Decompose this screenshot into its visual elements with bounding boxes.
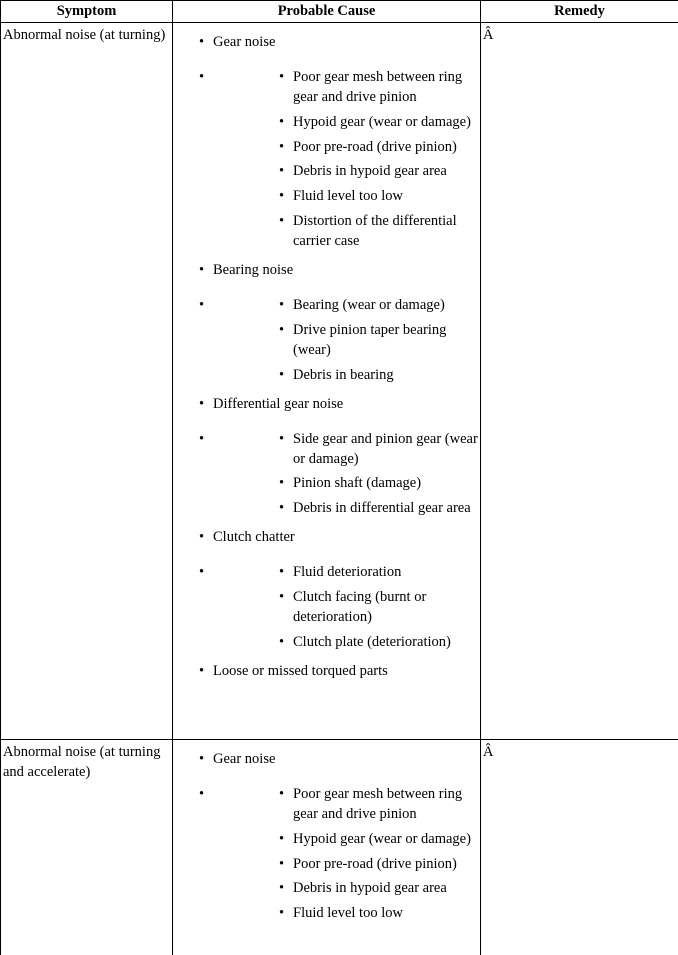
cause-sublist	[173, 562, 480, 652]
cause-list	[173, 749, 480, 923]
remedy-cell: Â	[481, 23, 678, 740]
cause-item: • Poor pre-road (drive pinion)	[213, 137, 480, 157]
cause-item: • • Poor gear mesh between ring gear and drive pinion	[213, 784, 480, 824]
cause-group-title: • Clutch chatter	[173, 527, 480, 547]
probable-cause-cell	[173, 23, 481, 740]
header-row	[1, 1, 678, 23]
table-row	[1, 23, 678, 740]
cause-item: • Distortion of the differential carrier case	[213, 211, 480, 251]
remedy-cell: Â	[481, 740, 678, 955]
cause-item: • Drive pinion taper bearing (wear)	[213, 320, 480, 360]
cause-list	[173, 32, 480, 681]
cause-group-title: • Differential gear noise	[173, 394, 480, 414]
header-probable-cause: Probable Cause	[173, 1, 481, 23]
cause-item: • • Side gear and pinion gear (wear or damage)	[213, 429, 480, 469]
cause-sublist	[173, 295, 480, 385]
cause-item: • Debris in differential gear area	[213, 498, 480, 518]
cause-group-title: • Loose or missed torqued parts	[173, 661, 480, 681]
cause-sublist	[173, 67, 480, 251]
cause-group-title: • Gear noise	[173, 749, 480, 769]
cause-sublist	[173, 784, 480, 923]
cause-item: • Clutch plate (deterioration)	[213, 632, 480, 652]
cause-item: • Debris in hypoid gear area	[213, 878, 480, 898]
header-symptom: Symptom	[1, 1, 173, 23]
cause-item: • Hypoid gear (wear or damage)	[213, 112, 480, 132]
cause-item: • • Fluid deterioration	[213, 562, 480, 582]
cause-item: • Clutch facing (burnt or deterioration)	[213, 587, 480, 627]
cause-item: • Pinion shaft (damage)	[213, 473, 480, 493]
symptom-cell: Abnormal noise (at turning and accelerate)	[1, 740, 173, 955]
cause-group-title: • Bearing noise	[173, 260, 480, 280]
probable-cause-cell	[173, 740, 481, 955]
table-row	[1, 740, 678, 955]
cause-item: • Debris in hypoid gear area	[213, 161, 480, 181]
cause-item: • • Bearing (wear or damage)	[213, 295, 480, 315]
cause-item: • Fluid level too low	[213, 903, 480, 923]
cause-item: • Hypoid gear (wear or damage)	[213, 829, 480, 849]
cause-sublist	[173, 429, 480, 519]
cause-item: • Fluid level too low	[213, 186, 480, 206]
symptom-cell: Abnormal noise (at turning)	[1, 23, 173, 740]
cause-item: • Poor pre-road (drive pinion)	[213, 854, 480, 874]
cause-item: • Debris in bearing	[213, 365, 480, 385]
header-remedy: Remedy	[481, 1, 678, 23]
cause-item: • • Poor gear mesh between ring gear and drive pinion	[213, 67, 480, 107]
cause-group-title: • Gear noise	[173, 32, 480, 52]
